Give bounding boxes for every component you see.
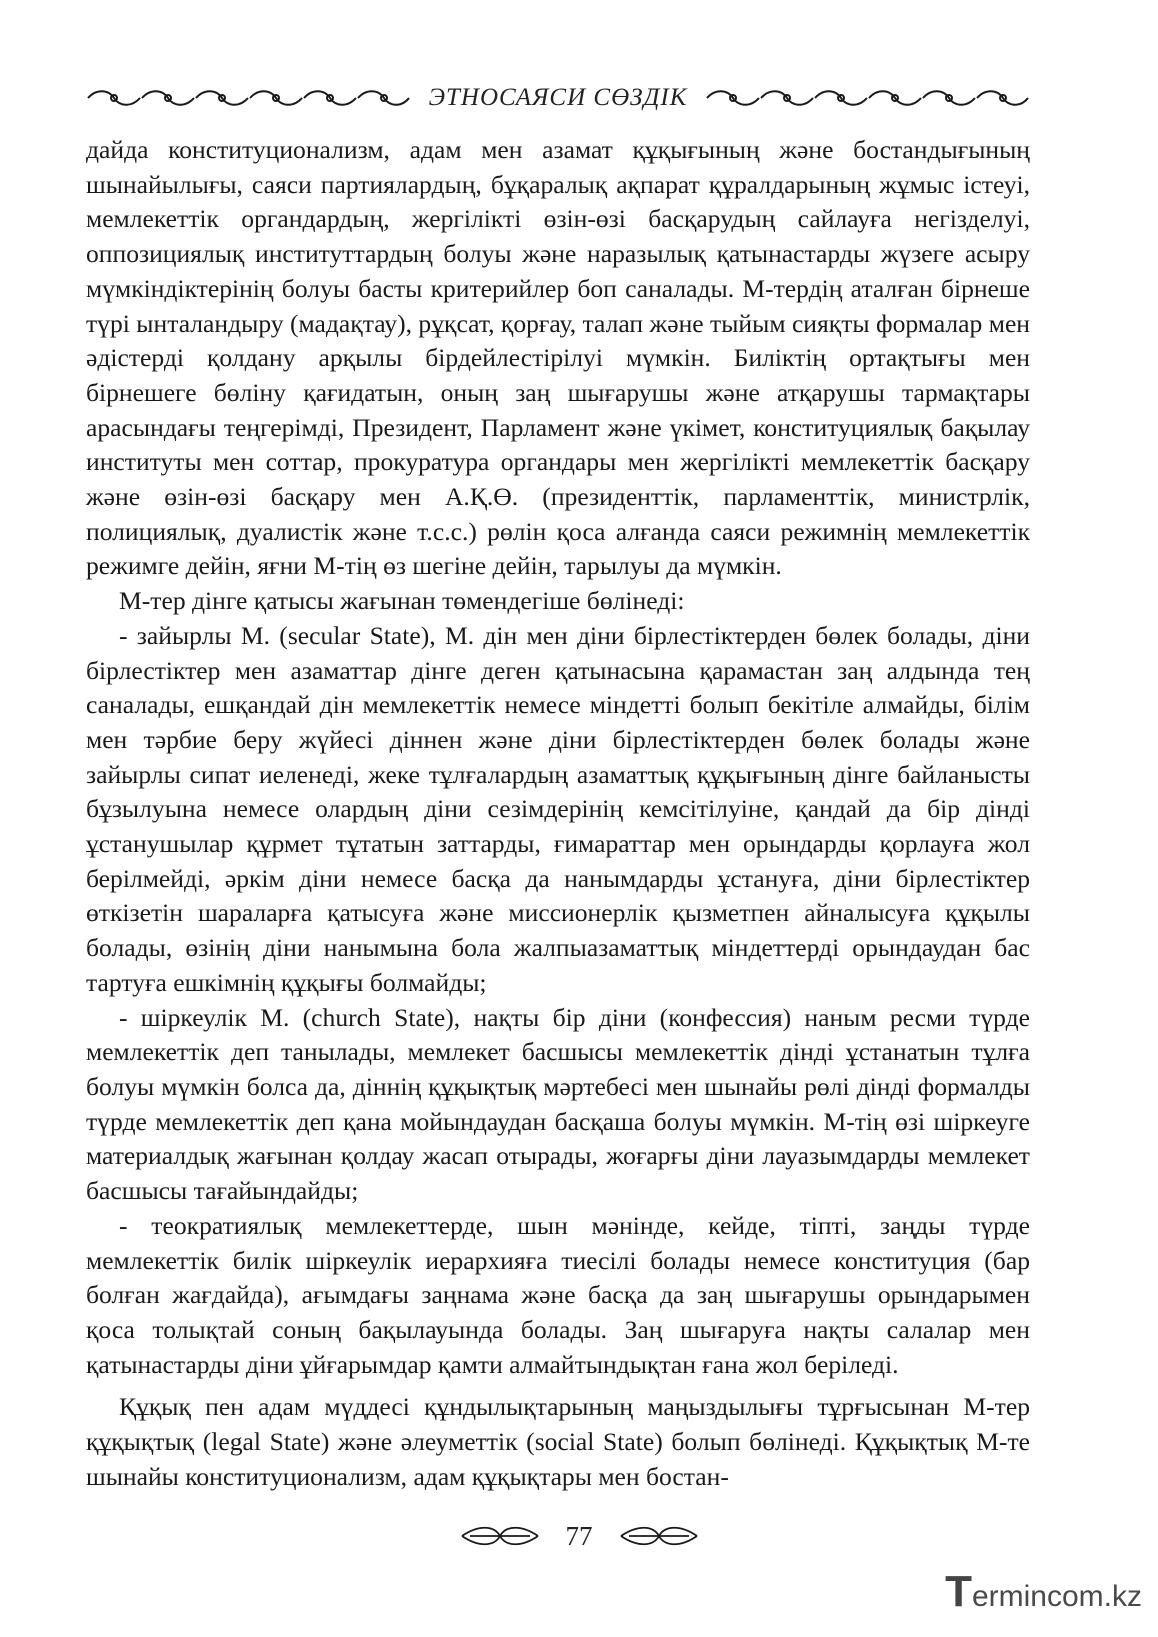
- watermark-initial: T: [945, 1567, 972, 1616]
- paragraph: - теократиялық мемлекеттерде, шын мәнінде, кейде, тіпті, заңды түрде мемлекеттік билік шіркеулік иерархияға тиесілі болады немесе конституция (бар болған жағдайда), ағымдағы заңнама және басқа да заң шығарушы орындарымен қоса толықтай соның бақылауында болады. Заң шығаруға нақты салалар мен қатынастарды діни ұйғарымдар қамти алмайтындықтан ғана жол беріледі.: [86, 1210, 1030, 1379]
- paragraph: - шіркеулік М. (church State), нақты бір діни (конфессия) наным ресми түрде мемлекеттік деп танылады, мемлекет басшысы мемлекеттік дінді ұстанатын тұлға болуы мүмкін болса да, діннің құқықтық мәртебесі мен шынайы рөлі дінді формалды түрде мемлекеттік деп қана мойындаудан басқаша болуы мүмкін. М-тің өзі шіркеуге материалдық жағынан қолдау жасап отырады, жоғарғы діни лауазымдарды мемлекет басшысы тағайындайды;: [86, 1002, 1030, 1206]
- watermark-o: o: [1061, 1580, 1079, 1613]
- page-body: [86, 133, 1030, 1494]
- paragraph: - зайырлы М. (secular State), М. дін мен діни бірлестіктерден бөлек болады, діни бірлестіктер мен азаматтар дінге деген қатынасына қарамастан заң алдында тең саналады, ешқандай дін мемлекеттік немесе міндетті болып бекітіле алмайды, білім мен тәрбие беру жүйесі діннен және діни бірлестіктерден бөлек болады және зайырлы сипат иеленеді, жеке тұлғалардың азаматтық құқығының дінге байланысты бұзылуына немесе олардың діни сезімдерінің кемсітілуіне, қандай да бір дінді ұстанушылар құрмет тұтатын заттарды, ғимараттар мен орындарды қорлауға жол берілмейді, әркім діни немесе басқа да нанымдарды ұстануға, діни бірлестіктер өткізетін шараларға қатысуға және миссионерлік қызметпен айналысуға құқылы болады, өзінің діни нанымына бола жалпыазаматтық міндеттерді орындаудан бас тартуға ешкімнің құқығы болмайды;: [86, 620, 1030, 997]
- paragraph: М-тер дінге қатысы жағынан төмендегіше бөлінеді:: [119, 586, 685, 616]
- flourish-left-icon: [460, 1523, 540, 1549]
- watermark-domain: m.kz: [1078, 1580, 1142, 1613]
- paragraph: дайда конституционализм, адам мен азамат құқығының және бостандығының шынайылығы, саяси партиялардың, бұқаралық ақпарат құралдарының жұмыс істеуі, мемлекеттік органдардың, жергілікті өзін-өзі басқарудың сайлауға негізделуі, оппозициялық институттардың болуы және наразылық қатынастарды жүзеге асыру мүмкіндіктерінің болуы басты критерийлер боп саналады. М-тердің аталған бірнеше түрі ынталандыру (мадақтау), рұқсат, қорғау, талап және тыйым сияқты формалар мен әдістерді қолдану арқылы бірдейлестірілуі мүмкін. Биліктің ортақтығы мен бірнешеге бөліну қағидатын, оның заң шығарушы және атқарушы тармақтары арасындағы теңгерімді, Президент, Парламент және үкімет, конституциялық бақылау институты мен соттар, прокуратура органдары мен жергілікті мемлекеттік басқару және өзін-өзі басқару мен А.Қ.Ө. (президенттік, парламенттік, министрлік, полициялық, дуалистік және т.с.с.) рөлін қоса алғанда саяси режимнің мемлекеттік режимге дейін, яғни М-тің өз шегіне дейін, тарылуы да мүмкін.: [86, 135, 1030, 581]
- header-title: ЭТНОСАЯСИ СӨЗДІК: [428, 84, 688, 111]
- page-footer: [0, 1516, 1158, 1556]
- site-watermark: [945, 1567, 1142, 1617]
- flourish-right-icon: [619, 1523, 699, 1549]
- watermark-text: erminc: [971, 1580, 1062, 1613]
- ornament-right-icon: [705, 87, 1030, 109]
- page-number: 77: [565, 1520, 593, 1551]
- ornament-left-icon: [86, 87, 411, 109]
- paragraph: Құқық пен адам мүддесі құндылықтарының маңыздылығы тұрғысынан М-тер құқықтық (legal State) және әлеуметтік (social State) болып бөлінеді. Құқықтық М-те шынайы конституционализм, адам құқықтары мен бостан-: [86, 1392, 1030, 1491]
- running-header: [86, 80, 1030, 116]
